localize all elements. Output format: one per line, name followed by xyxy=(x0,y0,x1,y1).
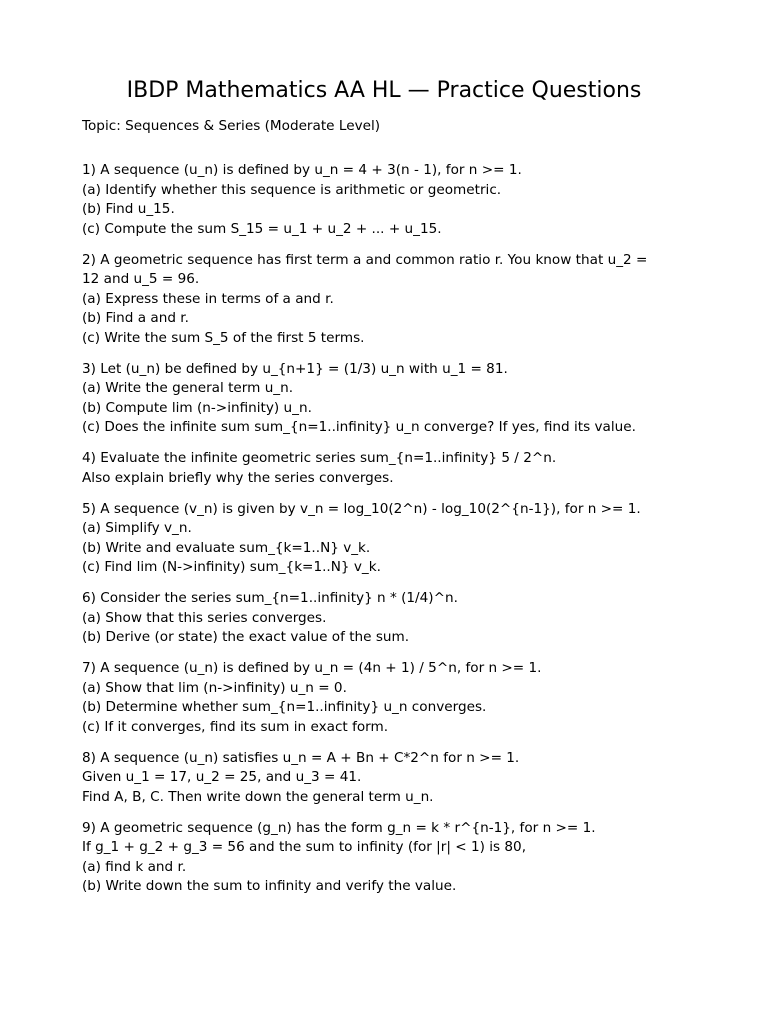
question-3-line-4: (c) Does the infinite sum sum_{n=1..infinity} u_n converge? If yes, find its value. xyxy=(82,419,636,435)
question-1-line-2: (a) Identify whether this sequence is arithmetic or geometric. xyxy=(82,181,502,198)
question-4-line-1: 4) Evaluate the infinite geometric series sum_{n=1..infinity} 5 / 2^n. xyxy=(82,450,557,466)
question-1-line-4: (c) Compute the sum S_15 = u_1 + u_2 + ... + u_15. xyxy=(82,220,442,237)
question-6-line-1: 6) Consider the series sum_{n=1..infinity} n * (1/4)^n. xyxy=(82,590,458,606)
topic-line: Topic: Sequences & Series (Moderate Level) xyxy=(82,118,381,134)
page-title: IBDP Mathematics AA HL — Practice Questions xyxy=(126,78,642,103)
question-4-line-2: Also explain briefly why the series converges. xyxy=(82,469,394,486)
question-9-line-2: If g_1 + g_2 + g_3 = 56 and the sum to infinity (for |r| < 1) is 80, xyxy=(82,839,527,855)
question-9 xyxy=(82,819,686,897)
question-2-line-5: (c) Write the sum S_5 of the first 5 terms. xyxy=(82,329,365,346)
question-4 xyxy=(82,449,686,488)
question-6-line-2: (a) Show that this series converges. xyxy=(82,609,327,626)
question-3-line-1: 3) Let (u_n) be defined by u_{n+1} = (1/3) u_n with u_1 = 81. xyxy=(82,360,508,377)
question-9-line-1: 9) A geometric sequence (g_n) has the form g_n = k * r^{n-1}, for n >= 1. xyxy=(82,819,596,836)
question-3-line-3: (b) Compute lim (n->infinity) u_n. xyxy=(82,399,312,416)
question-3-line-2: (a) Write the general term u_n. xyxy=(82,380,294,396)
question-7 xyxy=(82,659,686,737)
question-7-line-2: (a) Show that lim (n->infinity) u_n = 0. xyxy=(82,679,347,696)
question-2-line-2: 12 and u_5 = 96. xyxy=(82,271,200,287)
question-7-line-4: (c) If it converges, find its sum in exact form. xyxy=(82,718,389,735)
question-list xyxy=(82,161,686,908)
question-1 xyxy=(82,161,686,239)
question-9-line-3: (a) find k and r. xyxy=(82,858,187,875)
question-5-line-2: (a) Simplify v_n. xyxy=(82,520,192,536)
question-8-line-2: Given u_1 = 17, u_2 = 25, and u_3 = 41. xyxy=(82,769,362,785)
question-9-line-4: (b) Write down the sum to infinity and verify the value. xyxy=(82,878,457,894)
question-8-line-1: 8) A sequence (u_n) satisfies u_n = A + Bn + C*2^n for n >= 1. xyxy=(82,749,520,766)
question-6-line-3: (b) Derive (or state) the exact value of the sum. xyxy=(82,629,410,645)
question-3 xyxy=(82,360,686,438)
question-6 xyxy=(82,589,686,648)
question-2-line-1: 2) A geometric sequence has first term a and common ratio r. You know that u_2 = xyxy=(82,251,648,268)
question-7-line-1: 7) A sequence (u_n) is defined by u_n = (4n + 1) / 5^n, for n >= 1. xyxy=(82,660,542,676)
question-8-line-3: Find A, B, C. Then write down the general term u_n. xyxy=(82,788,434,805)
question-2 xyxy=(82,251,686,349)
question-7-line-3: (b) Determine whether sum_{n=1..infinity} u_n converges. xyxy=(82,699,487,715)
question-2-line-4: (b) Find a and r. xyxy=(82,310,189,326)
question-8 xyxy=(82,749,686,808)
question-5-line-3: (b) Write and evaluate sum_{k=1..N} v_k. xyxy=(82,539,371,556)
question-2-line-3: (a) Express these in terms of a and r. xyxy=(82,290,334,307)
question-5-line-1: 5) A sequence (v_n) is given by v_n = log_10(2^n) - log_10(2^{n-1}), for n >= 1. xyxy=(82,500,641,517)
question-1-line-3: (b) Find u_15. xyxy=(82,201,175,217)
question-5-line-4: (c) Find lim (N->infinity) sum_{k=1..N} v_k. xyxy=(82,559,381,575)
question-5 xyxy=(82,500,686,578)
question-1-line-1: 1) A sequence (u_n) is defined by u_n = 4 + 3(n - 1), for n >= 1. xyxy=(82,162,522,178)
